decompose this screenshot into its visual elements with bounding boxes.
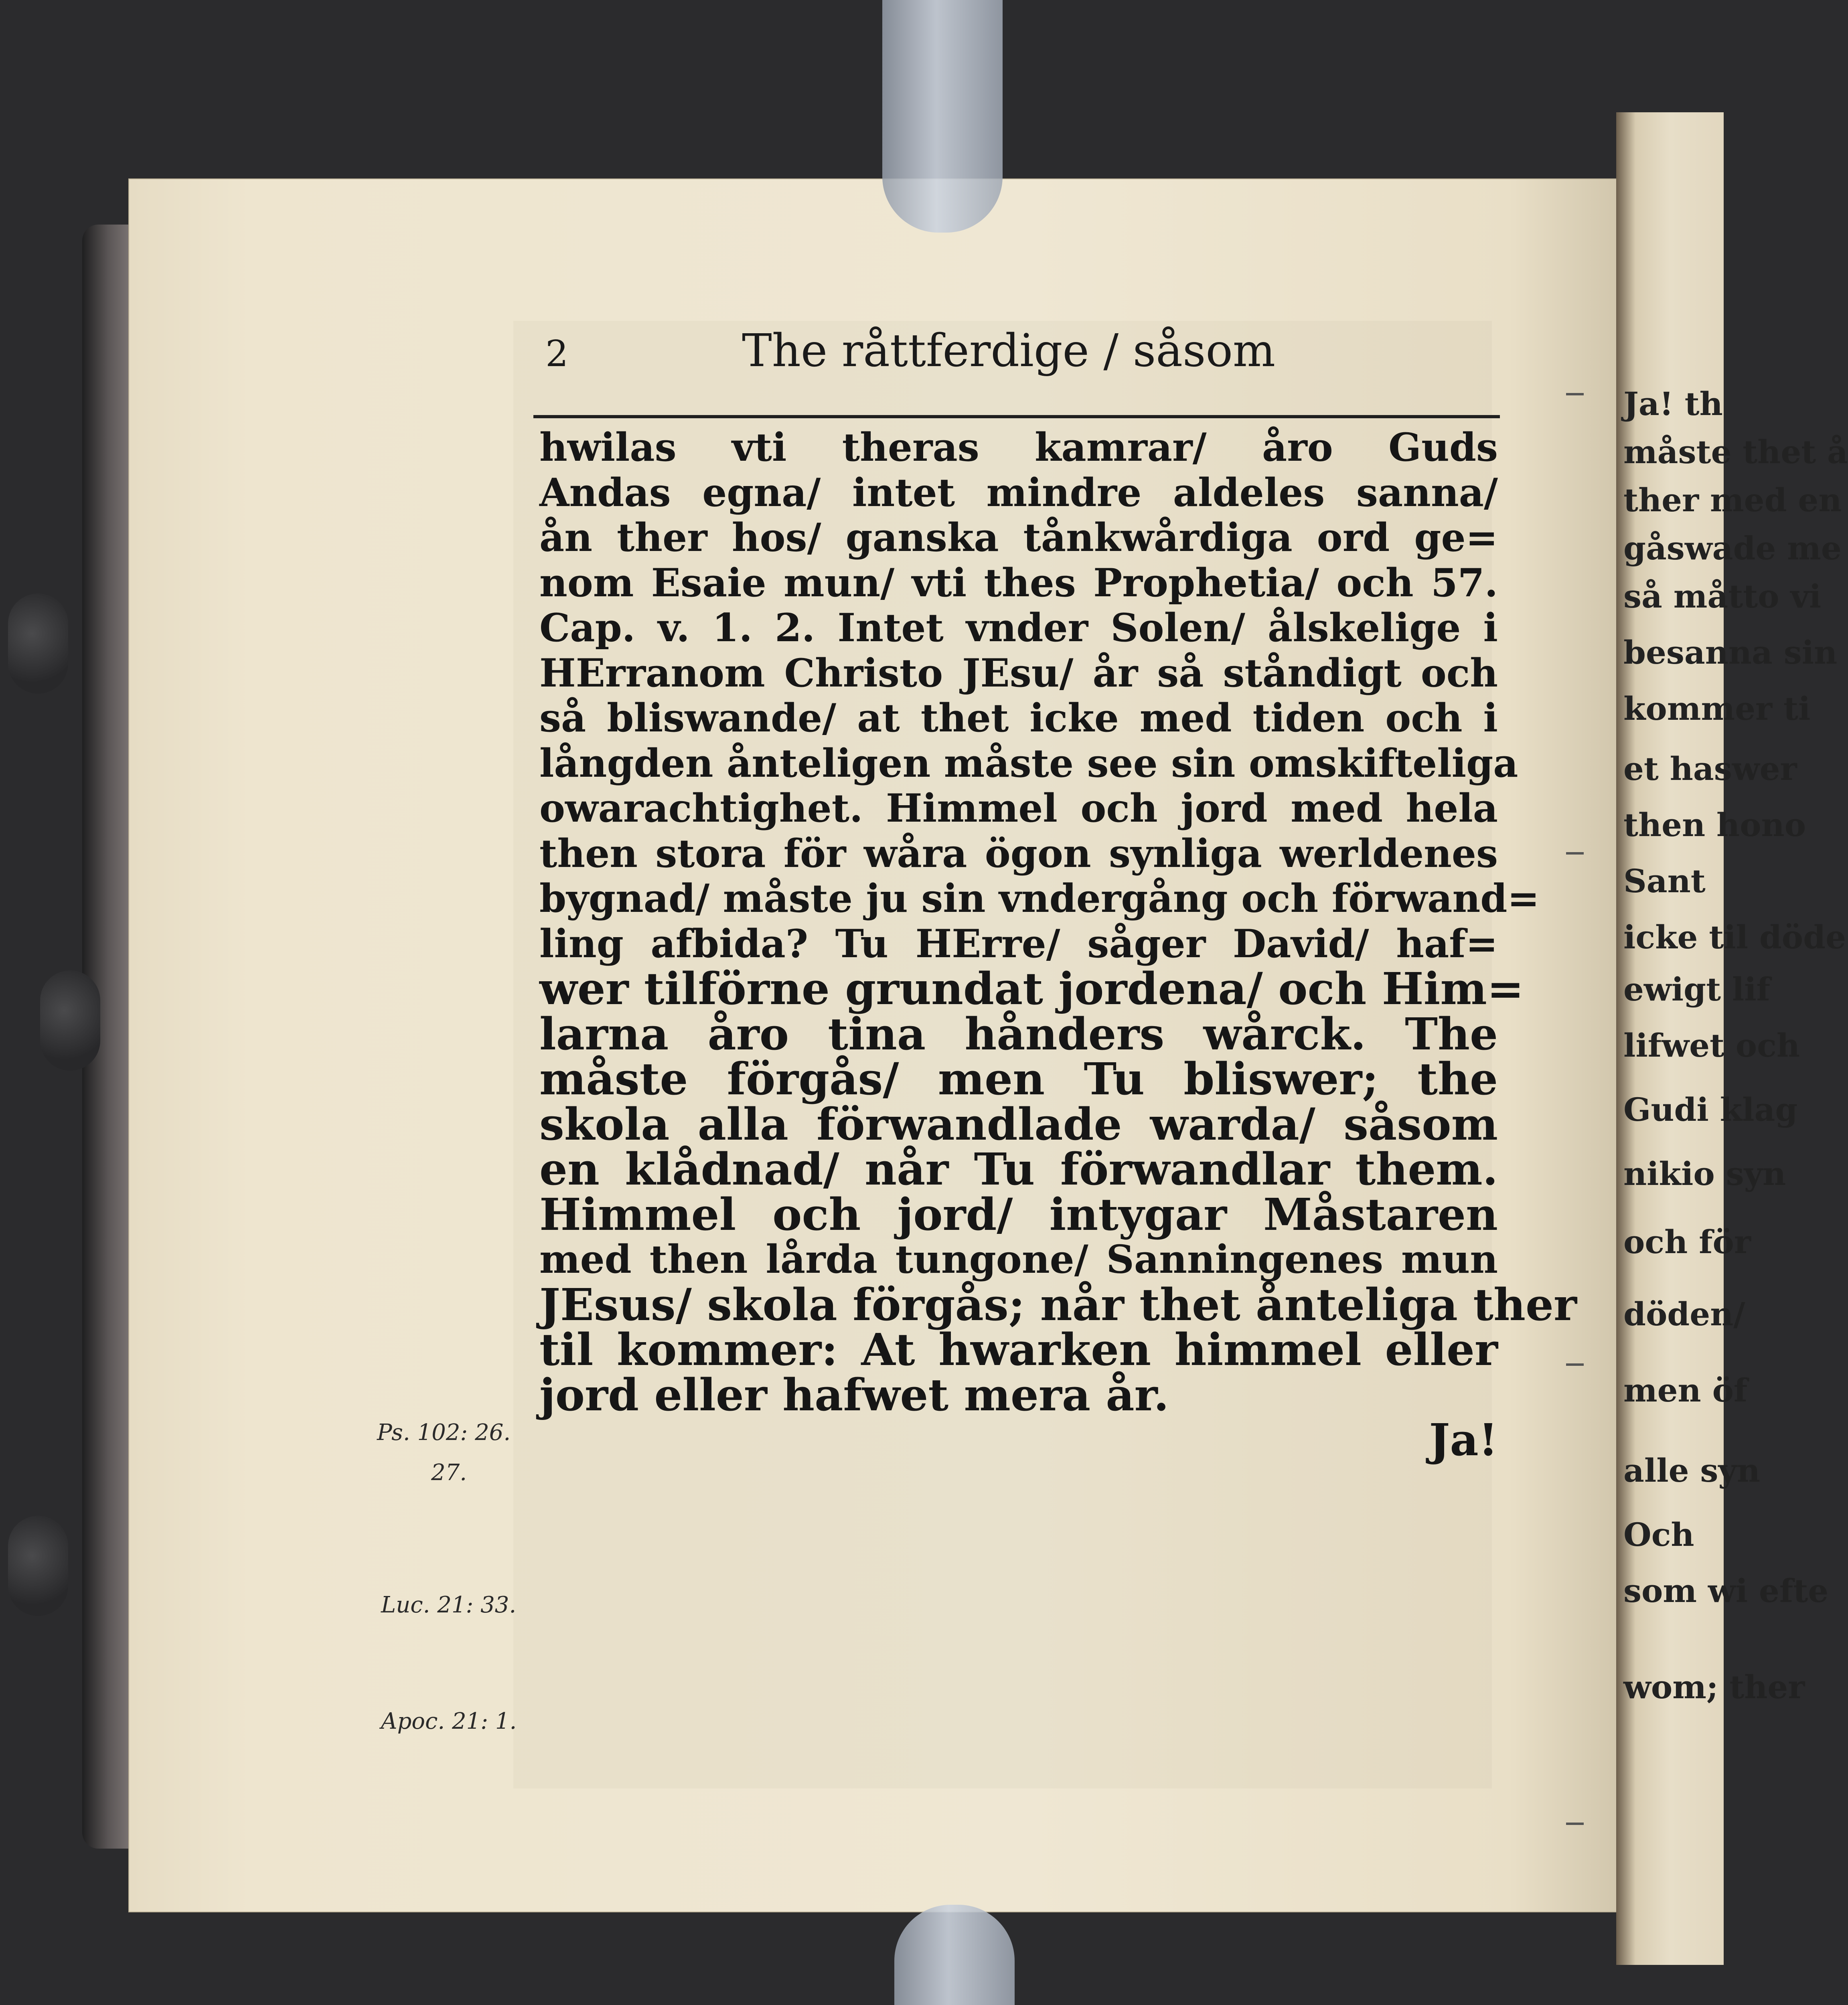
facing-page-text: och för (1623, 1223, 1751, 1261)
facing-page-text: måste thet å (1623, 433, 1848, 471)
text-line: måste förgås/ men Tu bliswer; the (539, 1053, 1498, 1105)
facing-page-text: ther med en (1623, 481, 1842, 519)
facing-page-text: wom; ther (1623, 1668, 1805, 1706)
text-line: JEsus/ skola förgås; når thet ånteliga ther (539, 1278, 1577, 1331)
holder-knob (8, 593, 68, 694)
text-line: ling afbida? Tu HErre/ såger David/ haf= (539, 921, 1498, 966)
text-line: långden ånteligen måste see sin omskifteliga (539, 740, 1518, 786)
head-rule (533, 415, 1500, 418)
facing-page-text: besanna sin (1623, 634, 1838, 671)
facing-page-text: Gudi klag (1623, 1091, 1798, 1128)
facing-page-text: men öf (1623, 1371, 1748, 1409)
text-line: hwilas vti theras kamrar/ åro Guds (539, 425, 1498, 470)
facing-page-text: döden/ (1623, 1295, 1745, 1333)
margin-note: Luc. 21: 33. (381, 1592, 517, 1618)
text-line: skola alla förwandlade warda/ såsom (539, 1098, 1498, 1150)
text-line: owarachtighet. Himmel och jord med hela (539, 786, 1498, 831)
facing-page-text: then hono (1623, 806, 1806, 844)
ruler-tick (1566, 1363, 1584, 1366)
holder-knob (8, 1516, 68, 1616)
margin-note: Apoc. 21: 1. (381, 1708, 517, 1734)
margin-note: Ps. 102: 26. (377, 1420, 511, 1446)
running-title: The råttferdige / såsom (742, 325, 1276, 377)
text-block (539, 425, 1577, 1466)
facing-page-text: så måtto vi (1623, 577, 1822, 615)
running-head (533, 325, 1496, 385)
holder-knob (40, 970, 100, 1071)
facing-page-text: alle syn (1623, 1452, 1761, 1489)
facing-page-text: nikio syn (1623, 1155, 1786, 1193)
text-line: larna åro tina hånders wårck. The (539, 1008, 1498, 1060)
ruler-tick (1566, 393, 1584, 395)
text-line: ån ther hos/ ganska tånkwårdiga ord ge= (539, 515, 1498, 560)
catchword: Ja! (1429, 1414, 1498, 1466)
ruler-tick (1566, 1823, 1584, 1825)
text-line: Cap. v. 1. 2. Intet vnder Solen/ ålskelige i (539, 605, 1498, 650)
text-line: bygnad/ måste ju sin vndergång och förwand= (539, 876, 1540, 921)
facing-page-text: ewigt lif (1623, 970, 1771, 1008)
text-line: Himmel och jord/ intygar Måstaren (539, 1188, 1498, 1240)
text-line: en klådnad/ når Tu förwandlar them. (539, 1143, 1498, 1195)
facing-page-text: icke til döde (1623, 918, 1846, 956)
facing-page-text: Ja! th (1623, 385, 1723, 423)
facing-page-text: gåswade me (1623, 529, 1842, 567)
text-line: nom Esaie mun/ vti thes Prophetia/ och 57. (539, 560, 1498, 606)
facing-page-text: Och (1623, 1516, 1694, 1553)
facing-page-text: Sant (1623, 862, 1706, 900)
facing-page-text: kommer ti (1623, 690, 1811, 727)
ruler-tick (1566, 852, 1584, 855)
facing-page-text: lifwet och (1623, 1027, 1800, 1064)
facing-page-text: som wi efte (1623, 1572, 1829, 1610)
page-number: 2 (545, 333, 569, 375)
text-line: til kommer: At hwarken himmel eller (539, 1324, 1498, 1375)
text-line: HErranom Christo JEsu/ år så ståndigt och (539, 650, 1498, 696)
text-line: så bliswande/ at thet icke med tiden och i (539, 695, 1498, 741)
page-holder-strap-top (882, 0, 1003, 233)
text-line: then stora för wåra ögon synliga werldenes (539, 830, 1498, 876)
text-line: wer tilförne grundat jordena/ och Him= (539, 963, 1524, 1015)
margin-note: 27. (431, 1460, 467, 1486)
text-line: Andas egna/ intet mindre aldeles sanna/ (539, 470, 1498, 515)
facing-page-text: et haswer (1623, 750, 1797, 788)
text-line: jord eller hafwet mera år. (539, 1369, 1169, 1421)
text-line: med then lårda tungone/ Sanningenes mun (539, 1237, 1498, 1282)
page-holder-strap-bottom (894, 1905, 1015, 2005)
